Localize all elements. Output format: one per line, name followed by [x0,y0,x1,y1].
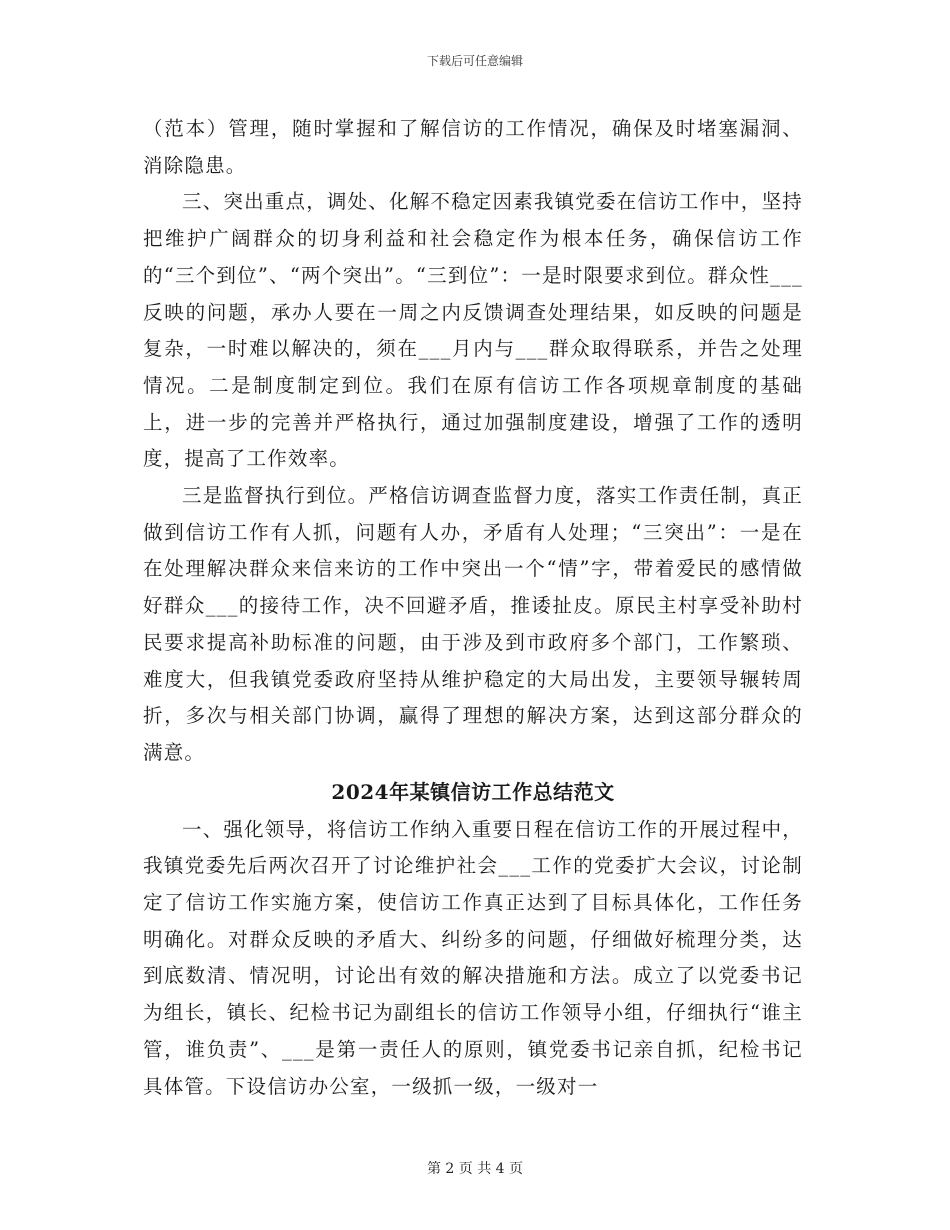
page-header: 下载后可任意编辑 [426,54,523,68]
paragraph: 三是监督执行到位。严格信访调查监督力度，落实工作责任制，真正做到信访工作有人抓，问题有人办，矛盾有人处理；“三突出”：一是在在处理解决群众来信来访的工作中突出一个“情”字，带着爱民的感情做好群众___的接待工作，决不回避矛盾，推诿扯皮。原民主村享受补助村民要求提高补助标准的问题，由于涉及到市政府多个部门，工作繁琐、难度大，但我镇党委政府坚持从维护稳定的大局出发，主要领导辗转周折，多次与相关部门协调，赢得了理想的解决方案，达到这部分群众的满意。 [143,484,804,764]
paragraph: 三、突出重点，调处、化解不稳定因素我镇党委在信访工作中，坚持把维护广阔群众的切身利益和社会稳定作为根本任务，确保信访工作的“三个到位”、“两个突出”。“三到位”：一是时限要求到位。群众性___反映的问题，承办人要在一周之内反馈调查处理结果，如反映的问题是复杂，一时难以解决的，须在___月内与___群众取得联系，并告之处理情况。二是制度制定到位。我们在原有信访工作各项规章制度的基础上，进一步的完善并严格执行，通过加强制度建设，增强了工作的透明度，提高了工作效率。 [143,190,804,471]
paragraph: 一、强化领导，将信访工作纳入重要日程在信访工作的开展过程中，我镇党委先后两次召开了讨论维护社会___工作的党委扩大会议，讨论制定了信访工作实施方案，使信访工作真正达到了目标具体化，工作任务明确化。对群众反映的矛盾大、纠纷多的问题，仔细做好梳理分类，达到底数清、情况明，讨论出有效的解决措施和方法。成立了以党委书记为组长，镇长、纪检书记为副组长的信访工作领导小组，仔细执行“谁主管，谁负责”、___是第一责任人的原则，镇党委书记亲自抓，纪检书记具体管。下设信访办公室，一级抓一级，一级对一 [143,817,804,1098]
document-body [143,111,803,1105]
page-footer: 第 2 页 共 4 页 [426,1161,524,1177]
paragraph: （范本）管理，随时掌握和了解信访的工作情况，确保及时堵塞漏洞、消除隐患。 [143,117,803,177]
section-title: 2024年某镇信访工作总结范文 [331,779,615,804]
